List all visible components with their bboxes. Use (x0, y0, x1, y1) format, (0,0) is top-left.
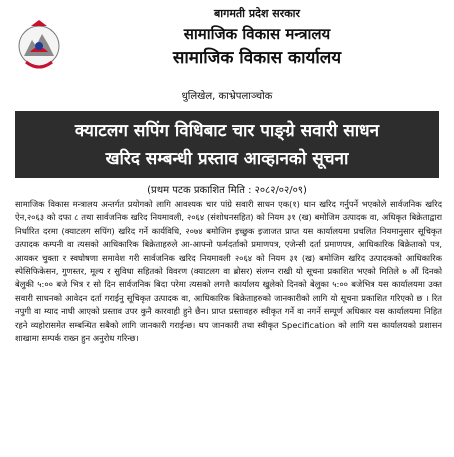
notice-title-line-2: खरिद सम्बन्धी प्रस्ताव आव्हानको सूचना (105, 148, 349, 169)
header-line-1: बागमती प्रदेश सरकार (214, 7, 300, 20)
office-location: धुलिखेल, काभ्रेपलाञ्चोक (181, 91, 273, 102)
office-name: सामाजिक विकास कार्यालय (172, 48, 342, 68)
notice-title-line-1: क्याटलग सपिंग विधिबाट चार पाङ्ग्रे सवारी साधन (74, 120, 380, 141)
notice-body: सामाजिक विकास मन्त्रालय अन्तर्गत प्रयोगको लागि आवश्यक चार पांग्रे सवारी साधन एक(१) थान खरिद गर्नुपर्ने भएकोले सार्वजनिक खरिद ऐन,२०६३ को दफा ८ तथा सार्वजनिक खरिद नियमावली, २०६४ (संशोधनसहित) को नियम ३१ (ख) बमोजिम उत्पादक वा, अधिकृत बिक्रेताद्वारा निर्धारित दरमा (क्याटलग सपिंग) खरिद गर्ने कार्यविधि, २०७४ बमोजिम इच्छुक इजाजत प्राप्त यस कार्यालयमा प्रचलित नियमानुसार सूचिकृत उत्पादक कम्पनी वा त्यसको आधिकारिक बिक्रेताहरुले आ-आफ्नो फर्मदर्ताको प्रमाणपत्र, एजेन्सी दर्ता प्रमाणपत्र, आधिकारिक बिक्रेताको पत्र, आयकर चुक्ता र स्वघोषणा समावेश गरी सार्वजनिक खरिद नियमावली २०६४ को नियम ३१ (ख) बमोजिम खरिद उत्पादकको आधिकारिक स्पेसिफिकेसन, गुणस्तर, मूल्य र सुविधा सहितको विवरण (क्याटलग वा ब्रोसर) संलग्न राखी यो सूचना प्रकाशित भएको मितिले ७ औं दिनको बेलुकी ५:०० बजे भित्र र सो दिन सार्वजनिक बिदा परेमा त्यसको लगत्तै कार्यालय खुलेको दिनको बेलुका ५:०० बजेभित्र यस कार्यालयमा उक्त सवारी साधनको आवेदन दर्ता गराईनु सूचिकृत उत्पादक वा, आधिकारिक बिक्रेताहरुको जानकारीको लागि यो सूचना प्रकाशित गरिएको छ । रित नपुगी वा म्याद नाघी आएको प्रस्ताव उपर कुनै कारवाही हुने छैन। प्राप्त प्रस्तावहरु स्वीकृत गर्ने वा नगर्ने सम्पूर्ण अधिकार यस कार्यालयमा निहित रहने व्यहोरासमेत सम्बन्धित सबैको लागि जानकारी गराईन्छ। थप जानकारी तथा स्वीकृत Specification को लागि यस कार्यालयको प्रशासन शाखामा सम्पर्क राख्न हुन अनुरोध गरिन्छ। (15, 199, 442, 344)
publish-date: (प्रथम पटक प्रकाशित मिति : २०८२/०२/०९) (147, 185, 307, 196)
ministry-name: सामाजिक विकास मन्त्रालय (183, 25, 331, 43)
nepal-government-emblem-icon (16, 16, 62, 74)
notice-title-banner (15, 111, 439, 178)
